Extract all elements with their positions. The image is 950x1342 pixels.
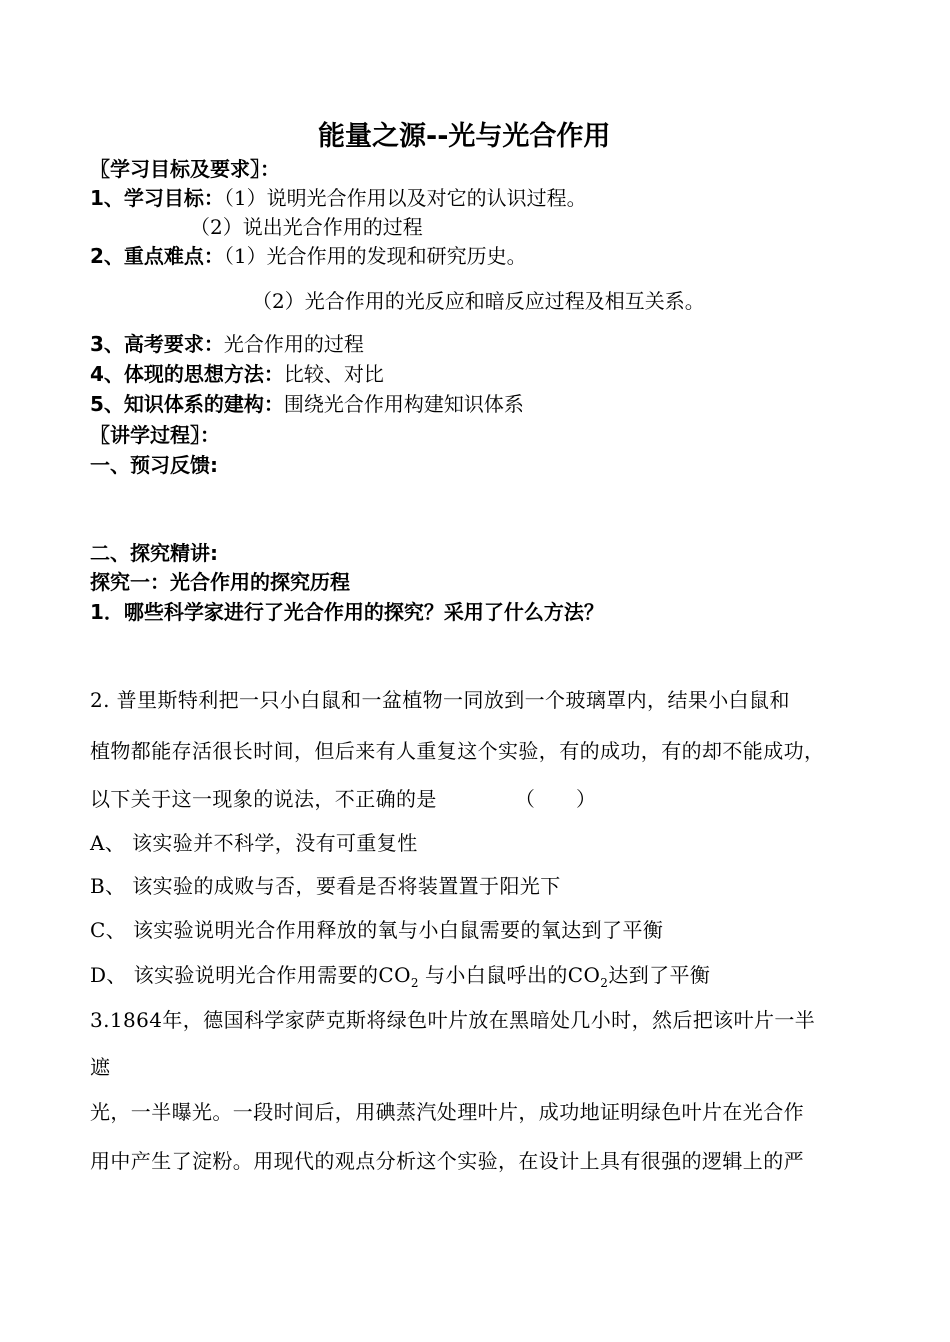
question-3-line-3: 光，一半曝光。一段时间后，用碘蒸汽处理叶片，成功地证明绿色叶片在光合作 <box>90 1100 804 1124</box>
question-3-line-4: 用中产生了淀粉。用现代的观点分析这个实验，在设计上具有很强的逻辑上的严 <box>90 1149 804 1173</box>
question-2-line-2: 植物都能存活很长时间，但后来有人重复这个实验，有的成功，有的却不能成功， <box>90 739 825 763</box>
goal-3 <box>90 331 364 357</box>
goals-header: 〖学习目标及要求〗： <box>90 157 280 181</box>
goal-4-text: 比较、对比 <box>283 362 384 386</box>
question-2-line-1: 2. 普里斯特利把一只小白鼠和一盆植物一同放到一个玻璃罩内，结果小白鼠和 <box>90 688 790 712</box>
option-d-part-3: 达到了平衡 <box>608 963 711 987</box>
option-a: A、 该实验并不科学，没有可重复性 <box>90 831 418 855</box>
goal-3-text: 光合作用的过程 <box>223 332 364 356</box>
goal-1-item-a: （1）说明光合作用以及对它的认识过程。 <box>223 186 587 210</box>
goal-5 <box>90 391 524 417</box>
inquiry-1-heading: 探究一：光合作用的探究历程 <box>90 570 350 594</box>
process-header: 〖讲学过程〗： <box>90 423 220 447</box>
option-b: B、 该实验的成败与否，要看是否将装置置于阳光下 <box>90 874 561 898</box>
option-d <box>90 962 710 996</box>
goal-4 <box>90 361 384 387</box>
goal-1 <box>90 185 587 211</box>
goal-1-label: 1、学习目标： <box>90 186 224 210</box>
section-preview-feedback: 一、预习反馈: <box>90 453 218 477</box>
page-title: 能量之源--光与光合作用 <box>318 121 611 152</box>
subscript-2: 2 <box>410 976 419 990</box>
goal-2-item-a: （1）光合作用的发现和研究历史。 <box>223 244 527 268</box>
option-d-part-1: D、 该实验说明光合作用需要的CO <box>90 963 411 987</box>
goal-1-item-b: （2）说出光合作用的过程 <box>190 215 423 239</box>
subscript-2: 2 <box>600 976 609 990</box>
section-inquiry: 二、探究精讲: <box>90 541 218 565</box>
option-c: C、 该实验说明光合作用释放的氧与小白鼠需要的氧达到了平衡 <box>90 918 664 942</box>
answer-blank: （ ） <box>514 787 597 811</box>
goal-2-label: 2、重点难点： <box>90 244 224 268</box>
goal-5-text: 围绕光合作用构建知识体系 <box>283 392 524 416</box>
question-3-line-2: 遮 <box>90 1055 111 1079</box>
goal-3-label: 3、高考要求： <box>90 332 224 356</box>
goal-2-item-b: （2）光合作用的光反应和暗反应过程及相互关系。 <box>252 289 705 313</box>
option-d-part-2: 与小白鼠呼出的CO <box>424 963 601 987</box>
question-2-line-3 <box>90 786 596 812</box>
goal-5-label: 5、知识体系的建构： <box>90 392 284 416</box>
goal-4-label: 4、体现的思想方法： <box>90 362 284 386</box>
goal-2 <box>90 243 527 269</box>
question-3-line-1: 3.1864年，德国科学家萨克斯将绿色叶片放在黑暗处几小时，然后把该叶片一半 <box>90 1008 816 1032</box>
question-1: 1．哪些科学家进行了光合作用的探究？采用了什么方法？ <box>90 600 604 624</box>
question-2-stem-end: 以下关于这一现象的说法，不正确的是 <box>90 787 437 811</box>
